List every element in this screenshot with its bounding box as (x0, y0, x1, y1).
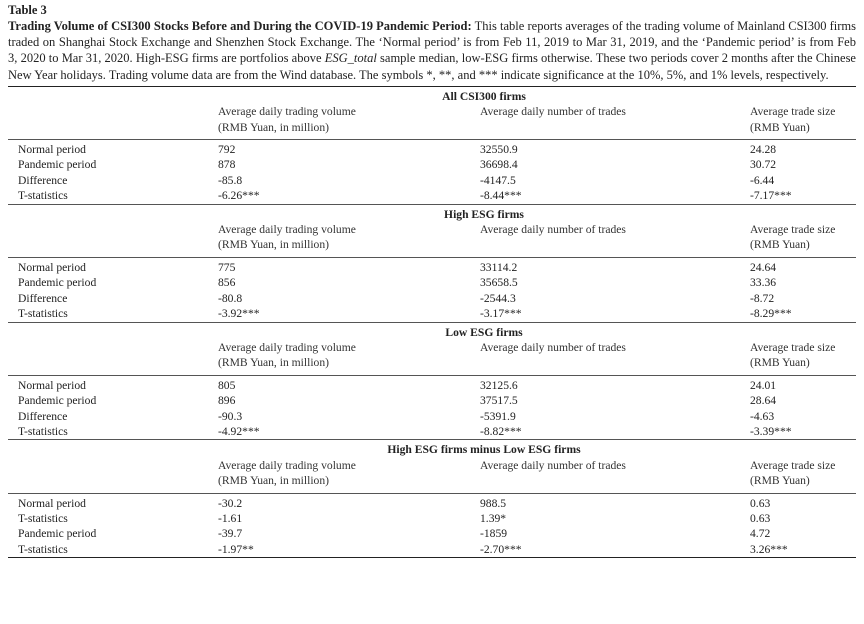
table-cell-value: 4.72 (750, 527, 771, 541)
column-header-row (8, 458, 856, 473)
column-header: Average trade size (750, 105, 836, 119)
table-cell-value: 32550.9 (480, 143, 518, 157)
table-row (8, 142, 856, 157)
table-cell-value: 24.64 (750, 260, 777, 274)
column-subheader-row (8, 120, 856, 135)
spacer-cell (8, 222, 218, 237)
table-cell-value: 988.5 (480, 496, 507, 510)
column-header: Average daily trading volume (218, 458, 356, 472)
panel-title-row (8, 87, 856, 104)
table-cell-value: -1859 (480, 527, 508, 541)
table-cell-value: -8.29*** (750, 307, 792, 321)
row-label: Normal period (18, 143, 86, 157)
table-row (8, 511, 856, 526)
table-row (8, 542, 856, 557)
column-header: Average daily number of trades (480, 340, 626, 354)
table-cell-value: -7.17*** (750, 189, 792, 203)
row-label: Pandemic period (18, 527, 97, 541)
table-cell-value: -3.92*** (218, 307, 260, 321)
caption-text-1: This table reports averages of the trading volume of Mainland CSI300 firms traded on Shanghai Stock Exchange and Shenzhen Stock Exchange. The ‘Normal period’ is from Feb 11, 2019 to Mar 31, 2019, and the ‘Pandemic period’ is from Feb 3, 2020 to Mar 31, 2020. High-ESG firms are portfolios above (8, 19, 857, 66)
table-cell-value: 775 (218, 260, 236, 274)
panel-table (8, 323, 856, 440)
table-cell-value: -90.3 (218, 409, 243, 423)
panel-title-row (8, 440, 856, 457)
table-cell-value: -2544.3 (480, 291, 516, 305)
panel-title-row (8, 205, 856, 222)
table-row (8, 378, 856, 393)
table-row (8, 424, 856, 439)
panel-title: Low ESG firms (445, 325, 523, 339)
table-cell-value: 805 (218, 378, 236, 392)
row-label: Pandemic period (18, 276, 97, 290)
column-subheader: (RMB Yuan) (750, 120, 810, 134)
table-cell-value: 3.26*** (750, 542, 788, 556)
table-row (8, 526, 856, 541)
column-subheader: (RMB Yuan, in million) (218, 120, 330, 134)
table-cell-value: 32125.6 (480, 378, 518, 392)
column-header: Average daily trading volume (218, 223, 356, 237)
row-label: Normal period (18, 496, 86, 510)
spacer-cell (8, 473, 218, 488)
column-subheader: (RMB Yuan) (750, 474, 810, 488)
results-table-container (8, 87, 856, 557)
column-subheader (480, 237, 750, 252)
column-header: Average trade size (750, 340, 836, 354)
table-row (8, 306, 856, 321)
column-header: Average trade size (750, 458, 836, 472)
spacer-cell (8, 104, 218, 119)
table-label: Table 3 (8, 3, 47, 17)
column-subheader (480, 355, 750, 370)
table-cell-value: -2.70*** (480, 542, 522, 556)
column-header: Average daily trading volume (218, 340, 356, 354)
column-subheader (480, 120, 750, 135)
column-header: Average daily number of trades (480, 105, 626, 119)
table-row (8, 275, 856, 290)
table-caption (8, 18, 856, 83)
table-cell-value: -4.92*** (218, 424, 260, 438)
table-cell-value: 33114.2 (480, 260, 518, 274)
panel-table (8, 440, 856, 557)
spacer-cell (750, 323, 856, 340)
table-cell-value: 1.39* (480, 511, 507, 525)
table-row (8, 393, 856, 408)
column-subheader: (RMB Yuan, in million) (218, 474, 330, 488)
row-label: T-statistics (18, 189, 68, 203)
spacer-cell (8, 440, 218, 457)
column-subheader (480, 473, 750, 488)
row-label: T-statistics (18, 511, 68, 525)
spacer-cell (750, 205, 856, 222)
column-subheader: (RMB Yuan, in million) (218, 238, 330, 252)
spacer-cell (8, 120, 218, 135)
row-label: Difference (18, 173, 68, 187)
table-bottom-rule (8, 557, 856, 558)
table-cell-value: -30.2 (218, 496, 243, 510)
table-cell-value: 36698.4 (480, 158, 518, 172)
table-cell-value: 35658.5 (480, 276, 518, 290)
table-cell-value: -4.63 (750, 409, 775, 423)
table-cell-value: -6.44 (750, 173, 775, 187)
column-header: Average daily trading volume (218, 105, 356, 119)
column-subheader-row (8, 355, 856, 370)
panel-table (8, 205, 856, 322)
table-cell-value: 33.36 (750, 276, 777, 290)
table-cell-value: -1.61 (218, 511, 243, 525)
table-cell-value: -39.7 (218, 527, 243, 541)
table-row (8, 409, 856, 424)
spacer-cell (750, 87, 856, 104)
spacer-cell (8, 87, 218, 104)
table-cell-value: 24.28 (750, 143, 777, 157)
table-row (8, 173, 856, 188)
table-cell-value: 0.63 (750, 496, 771, 510)
table-cell-value: -8.72 (750, 291, 775, 305)
spacer-cell (8, 355, 218, 370)
column-header-row (8, 340, 856, 355)
row-label: Pandemic period (18, 394, 97, 408)
table-cell-value: -3.39*** (750, 424, 792, 438)
spacer-cell (8, 340, 218, 355)
table-cell-value: -4147.5 (480, 173, 516, 187)
table-row (8, 496, 856, 511)
table-row (8, 291, 856, 306)
table-cell-value: 37517.5 (480, 394, 518, 408)
row-label: T-statistics (18, 307, 68, 321)
table-cell-value: 24.01 (750, 378, 777, 392)
row-label: Normal period (18, 260, 86, 274)
column-header: Average trade size (750, 223, 836, 237)
table-row (8, 157, 856, 172)
table-cell-value: 30.72 (750, 158, 777, 172)
panel-title-row (8, 323, 856, 340)
column-subheader: (RMB Yuan) (750, 238, 810, 252)
panel-table (8, 87, 856, 204)
table-cell-value: -5391.9 (480, 409, 516, 423)
table-cell-value: 792 (218, 143, 236, 157)
caption-title: Trading Volume of CSI300 Stocks Before and During the COVID-19 Pandemic Period: (8, 19, 472, 33)
table-cell-value: -6.26*** (218, 189, 260, 203)
table-row (8, 188, 856, 203)
table-cell-value: 0.63 (750, 511, 771, 525)
column-subheader-row (8, 473, 856, 488)
column-subheader: (RMB Yuan, in million) (218, 356, 330, 370)
column-header-row (8, 104, 856, 119)
table-cell-value: -3.17*** (480, 307, 522, 321)
spacer-cell (750, 440, 856, 457)
column-subheader: (RMB Yuan) (750, 356, 810, 370)
spacer-cell (8, 458, 218, 473)
panel-title: All CSI300 firms (442, 89, 526, 103)
row-label: Difference (18, 409, 68, 423)
column-header: Average daily number of trades (480, 458, 626, 472)
table-cell-value: 896 (218, 394, 236, 408)
table-cell-value: -8.44*** (480, 189, 522, 203)
table-cell-value: 856 (218, 276, 236, 290)
table-cell-value: -8.82*** (480, 424, 522, 438)
panel-title: High ESG firms minus Low ESG firms (387, 443, 581, 457)
row-label: Difference (18, 291, 68, 305)
table-cell-value: -80.8 (218, 291, 243, 305)
table-cell-value: 878 (218, 158, 236, 172)
table-cell-value: -1.97** (218, 542, 254, 556)
spacer-cell (8, 205, 218, 222)
spacer-cell (8, 323, 218, 340)
column-subheader-row (8, 237, 856, 252)
row-label: Pandemic period (18, 158, 97, 172)
caption-italic-term: ESG_total (324, 51, 377, 66)
column-header: Average daily number of trades (480, 223, 626, 237)
column-header-row (8, 222, 856, 237)
row-label: Normal period (18, 378, 86, 392)
table-row (8, 260, 856, 275)
panel-title: High ESG firms (444, 207, 524, 221)
table-cell-value: 28.64 (750, 394, 777, 408)
caption-text-2: sample median, low-ESG firms otherwise. These two periods cover 2 months after the Chinese New Year holidays. Trading volume data are from the Wind database. The symbols *, **, and *** indicate significance at the 10%, 5%, and 1% levels, respectively. (8, 51, 856, 82)
row-label: T-statistics (18, 424, 68, 438)
spacer-cell (8, 237, 218, 252)
row-label: T-statistics (18, 542, 68, 556)
table-cell-value: -85.8 (218, 173, 243, 187)
